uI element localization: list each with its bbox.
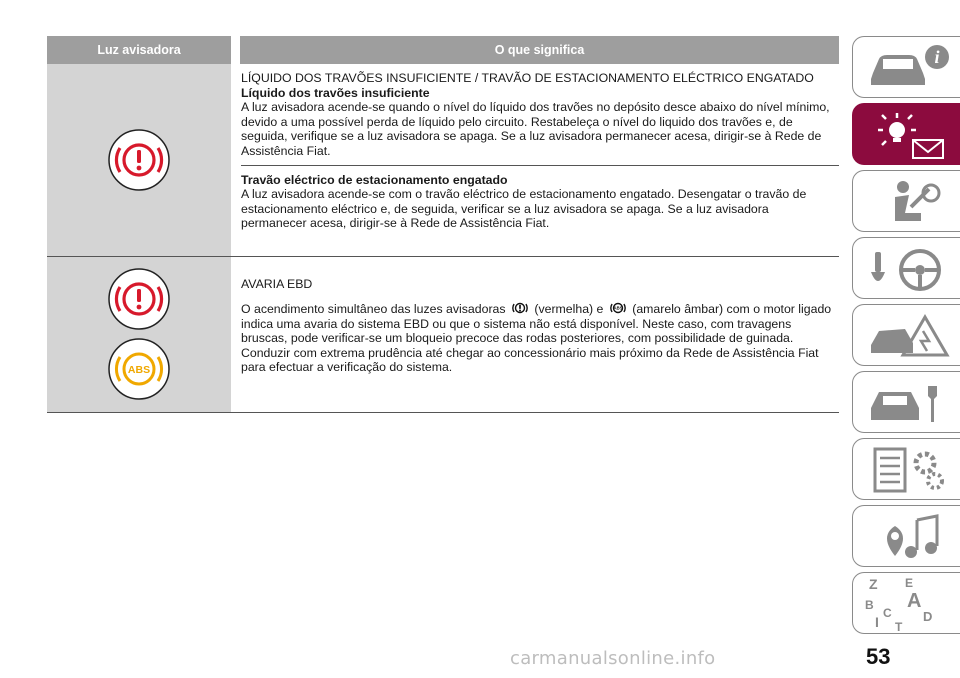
svg-text:B: B (865, 598, 874, 612)
row-caption: AVARIA EBD (241, 277, 313, 291)
page-number: 53 (866, 644, 891, 669)
svg-text:C: C (883, 606, 892, 620)
section-title: Líquido dos travões insuficiente (241, 85, 430, 100)
tab-safety[interactable] (852, 170, 960, 232)
abs-label: ABS (127, 364, 151, 376)
abs-inline-icon (609, 299, 627, 317)
table-row (47, 257, 839, 413)
media-music-icon (865, 512, 955, 562)
accident-warning-icon (865, 311, 955, 361)
table-row (47, 64, 839, 257)
svg-text:D: D (923, 609, 933, 624)
tab-warning-lights[interactable] (852, 103, 960, 165)
car-info-icon (865, 43, 955, 91)
brake-warning-inline-icon (511, 299, 529, 317)
ebd-text-a: O acendimento simultâneo das luzes avisadoras (241, 301, 506, 316)
warning-light-envelope-icon (865, 110, 955, 160)
index-letters-icon (865, 575, 955, 631)
section-title: Travão eléctrico de estacionamento engatado (241, 172, 508, 187)
header-warning-light: Luz avisadora (97, 43, 181, 57)
watermark: carmanualsonline.info (510, 648, 716, 669)
section-text: A luz avisadora acende-se com o travão eléctrico de estacionamento engatado. Desengatar o travão de estacionamento eléctrico e, de seguida, verificar se a luz avisadora se apaga. Se a luz avisadora permanecer acesa, dirigir-se à Rede de Assistência Fiat. (241, 187, 807, 231)
brake-fluid-section (241, 64, 839, 165)
specs-gears-icon (865, 445, 955, 495)
tab-emergency[interactable] (852, 304, 960, 366)
parking-brake-section (241, 165, 839, 237)
warning-light-cell (47, 257, 231, 412)
section-text: A luz avisadora acende-se quando o nível do líquido dos travões no depósito desce abaixo do nível mínimo, devido a uma possível perda de líquido pelo circuito. Restabeleça o nível do liquido dos travões e, de seguida, verifique se a luz avisadora se apaga. Se a luz avisadora permanecer acesa, dirigir-se à Rede de Assistência Fiat. (241, 100, 830, 158)
warning-light-table (47, 36, 839, 413)
tab-starting-driving[interactable] (852, 237, 960, 299)
warning-light-cell (47, 64, 231, 256)
abs-warning-amber-icon (107, 337, 171, 401)
ebd-text-b: (vermelha) e (534, 301, 604, 316)
svg-text:A: A (907, 590, 922, 612)
brake-warning-red-icon (107, 267, 171, 331)
tab-car-info[interactable] (852, 36, 960, 98)
ebd-text-d: Conduzir com extrema prudência até chegar ao concessionário mais próximo da Rede de Assistência Fiat para efectuar a verificação do sistema. (241, 345, 819, 375)
tab-specifications[interactable] (852, 438, 960, 500)
header-meaning: O que significa (494, 43, 585, 57)
steering-wheel-key-icon (865, 244, 955, 294)
svg-text:i: i (934, 47, 940, 67)
abs-inline-label: ABS (613, 305, 623, 311)
svg-text:Z: Z (869, 576, 878, 592)
ebd-text-c: (amarelo âmbar) com o motor ligado indica uma avaria do sistema EBD ou que o sistema não está disponível. Neste caso, com travagens bruscas, pode verificar-se um bloqueio precoce das rodas posteriores, com possibilidade de guinada. (241, 301, 832, 346)
brake-warning-red-icon (107, 128, 171, 192)
svg-text:I: I (875, 614, 879, 630)
seat-airbag-icon (865, 177, 955, 227)
table-header (47, 36, 839, 64)
tab-index[interactable] (852, 572, 960, 634)
tab-multimedia[interactable] (852, 505, 960, 567)
ebd-paragraph (241, 299, 839, 375)
svg-text:E: E (905, 576, 914, 590)
svg-text:T: T (895, 620, 903, 631)
car-wrench-icon (865, 378, 955, 428)
tab-maintenance[interactable] (852, 371, 960, 433)
row-caption: LÍQUIDO DOS TRAVÕES INSUFICIENTE / TRAVÃO DE ESTACIONAMENTO ELÉCTRICO ENGATADO (241, 71, 814, 85)
